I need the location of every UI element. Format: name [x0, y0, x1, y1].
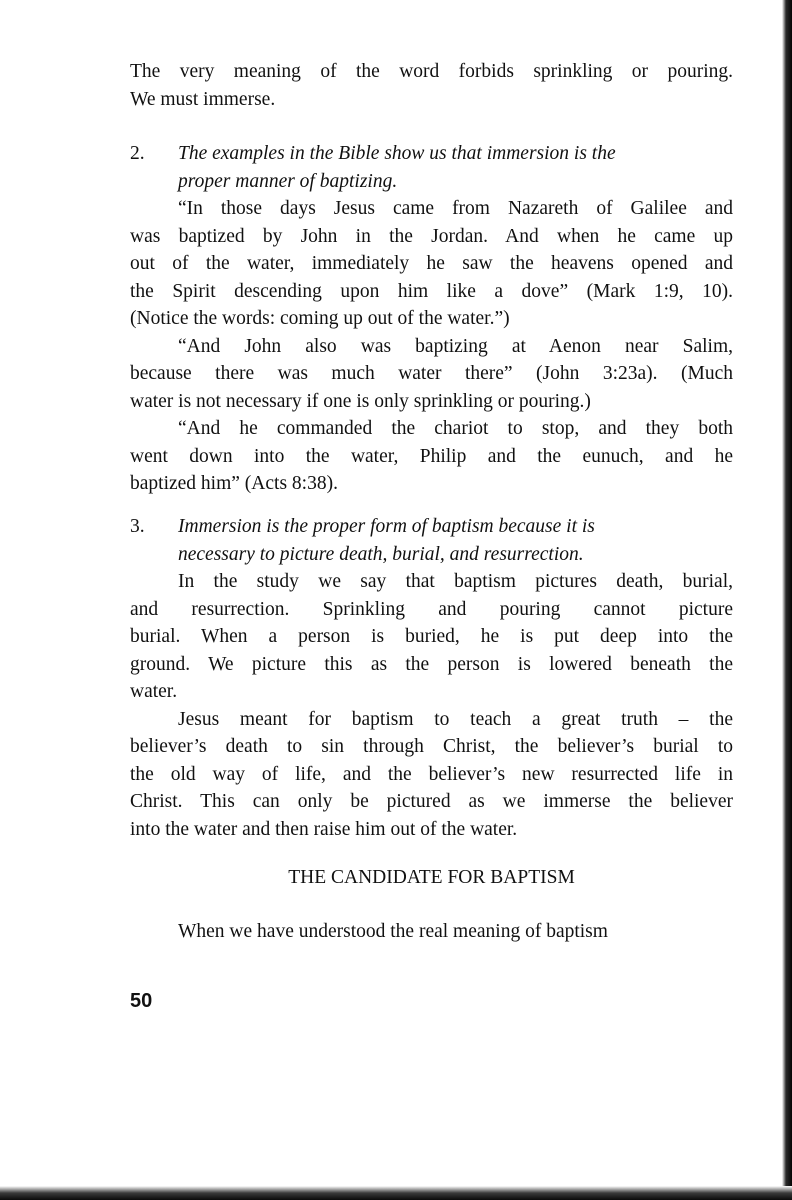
heading-line: Immersion is the proper form of baptism because it is — [178, 516, 595, 537]
text-line: When we have understood the real meaning of baptism — [178, 921, 608, 942]
text-line: burial. When a person is buried, he is put deep into the — [130, 626, 733, 647]
heading-line: The examples in the Bible show us that immersion is the — [178, 143, 616, 164]
text-line: We must immerse. — [130, 88, 276, 110]
text-line: the old way of life, and the believer’s new resurrected life in — [130, 763, 733, 785]
text-line: believer’s death to sin through Christ, the believer’s burial to — [130, 736, 733, 757]
text-line: was baptized by John in the Jordan. And when he came up — [130, 225, 733, 247]
text-line: “And he commanded the chariot to stop, and they both — [178, 418, 733, 439]
point-2 — [130, 140, 733, 498]
text-line: baptized him” (Acts 8:38). — [130, 473, 338, 494]
heading-line: proper manner of baptizing. — [178, 170, 398, 192]
page-edge-right — [782, 0, 792, 1200]
text-line: “And John also was baptizing at Aenon near Salim, — [178, 335, 733, 357]
page-edge-bottom — [0, 1186, 792, 1200]
text-line: In the study we say that baptism pictures death, burial, — [178, 571, 733, 592]
text-line: because there was much water there” (John 3:23a). (Much — [130, 363, 733, 384]
text-line: and resurrection. Sprinkling and pouring cannot picture — [130, 598, 733, 620]
paragraph — [130, 568, 733, 706]
heading-line: necessary to picture death, burial, and resurrection. — [178, 543, 584, 565]
text-line: Christ. This can only be pictured as we immerse the believer — [130, 791, 733, 812]
text-line: “In those days Jesus came from Nazareth of Galilee and — [178, 198, 733, 219]
paragraph — [130, 333, 733, 416]
text-line: The very meaning of the word forbids sprinkling or pouring. — [130, 61, 733, 82]
point-3 — [130, 513, 733, 843]
paragraph — [130, 706, 733, 844]
final-paragraph — [130, 918, 733, 946]
page-number: 50 — [130, 990, 153, 1012]
item-number: 2. — [130, 143, 145, 164]
text-line: water. — [130, 681, 178, 702]
text-line: out of the water, immediately he saw the heavens opened and — [130, 253, 733, 274]
text-line: the Spirit descending upon him like a dove” (Mark 1:9, 10). — [130, 280, 733, 302]
text-line: Jesus meant for baptism to teach a great truth – the — [178, 708, 733, 730]
point-3-heading — [130, 513, 733, 568]
point-2-heading — [130, 140, 733, 195]
paragraph — [130, 415, 733, 498]
intro-paragraph — [130, 58, 733, 113]
paragraph — [130, 195, 733, 333]
item-number: 3. — [130, 516, 145, 537]
section-heading: THE CANDIDATE FOR BAPTISM — [288, 867, 575, 888]
text-line: ground. We picture this as the person is lowered beneath the — [130, 653, 733, 675]
text-line: into the water and then raise him out of the water. — [130, 818, 518, 840]
text-line: (Notice the words: coming up out of the water.”) — [130, 308, 510, 329]
text-line: went down into the water, Philip and the eunuch, and he — [130, 445, 733, 467]
text-line: water is not necessary if one is only sprinkling or pouring.) — [130, 390, 591, 412]
